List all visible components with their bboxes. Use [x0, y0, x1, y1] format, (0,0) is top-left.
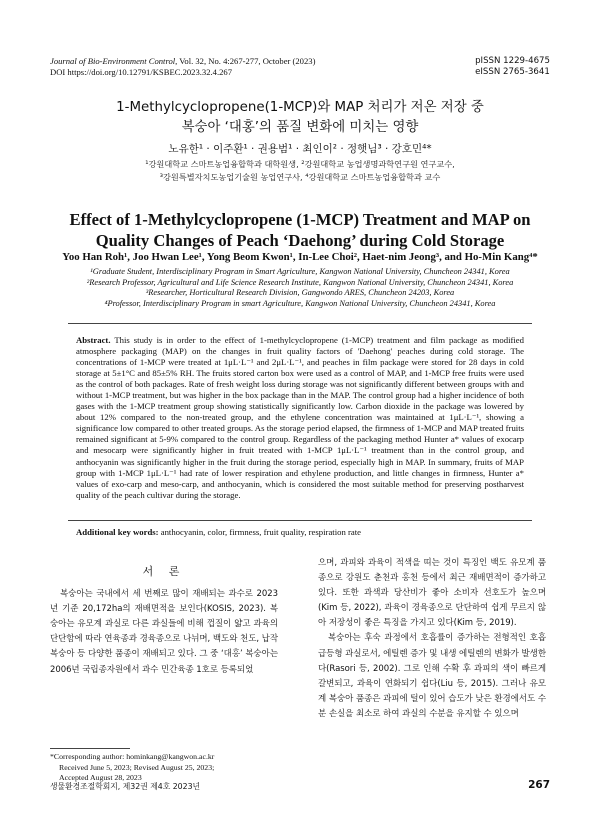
korean-title-line2: 복숭아 ‘대홍’의 품질 변화에 미치는 영향: [181, 120, 419, 135]
abstract-bottom-rule: [68, 520, 532, 521]
english-aff-1: ¹Graduate Student, Interdisciplinary Program in Smart Agriculture, Kangwon National University, Chuncheon 24341, Korea: [90, 267, 510, 276]
footer-journal: 생물환경조절학회지, 제32권 제4호 2023년: [50, 782, 201, 791]
korean-aff-line1: ¹강원대학교 스마트농업융합학과 대학원생, ²강원대학교 농업생명과학연구원 연구교수,: [145, 159, 455, 169]
english-affiliations: [40, 267, 560, 310]
abstract-label: Abstract.: [76, 335, 111, 345]
korean-aff-line2: ³강원특별자치도농업기술원 농업연구사, ⁴강원대학교 스마트농업융합학과 교수: [159, 171, 441, 182]
intro-paragraph-1-cont: 으며, 과피와 과육이 적색을 띠는 것이 특징인 백도 유모계 품종으로 강원도 춘천과 홍천 등에서 최근 재배면적이 증가하고 있다. 또한 과색과 당산비가 좋아 소비자 선호도가 높으며(Kim 등, 2022), 과육이 경육종으로 단단하여 쉽게 무르지 않아 저장성이 좋은 특징을 가지고 있다(Kim 등, 2019).: [318, 558, 546, 629]
pissn: pISSN 1229-4675: [475, 56, 550, 66]
section-title-intro: 서 론: [142, 565, 186, 578]
body-left-column: [50, 556, 278, 678]
journal-volume: , Vol. 32, No. 4:267-277, October (2023): [175, 56, 316, 66]
doi-line: DOI https://doi.org/10.12791/KSBEC.2023.32.4.267: [50, 67, 232, 77]
keywords: [76, 527, 524, 538]
keywords-text: anthocyanin, color, firmness, fruit quality, respiration rate: [158, 527, 362, 537]
intro-paragraph-1: 복숭아는 국내에서 세 번째로 많이 재배되는 과수로 2023년 기준 20,172ha의 재배면적을 보인다(KOSIS, 2023). 복숭아는 유모계 과실로 다른 과실들에 비해 껍질이 얇고 과육의 단단함에 따라 연육종과 경육종으로 나뉘며, 백도와 천도, 납작 복숭아 등 다양한 품종이 재배되고 있다. 그 중 ‘대홍’ 복숭아는 2006년 국립종자원에서 과수 민간육종 1호로 등록되었: [50, 589, 278, 675]
korean-title: [0, 98, 600, 138]
footnote: [50, 752, 290, 784]
abstract-text: This study is in order to the effect of 1-methylcyclopropene (1-MCP) treatment and film package as modified atmosphere packaging (MAP) on the changes in fruit quality factors of 'Daehong' peaches during cold storage. The concentrations of 1-MCP were treated at 1μL·L⁻¹ and 2μL·L⁻¹, and peaches in film package were stored for 28 days in cold storage at 5±1°C and 85±5% RH. The fruits stored carton box were used as a control of MAP, and 1-MCP free fruits were used as the control of both packages. Rate of fresh weight loss during storage was not significantly different between groups with and without 1-MCP treatment, but was higher in the box package than in the MAP. The control group had a higher incidence of both gases with the 1-MCP treatment group showing statistically significantly low. Carbon dioxide in the package was lowered by about 12% compared to the non-treated group, and the ethylene concentration was maintained at 1μL·L⁻¹, showing a significance low compared to other treated groups. As the storage period elapsed, the firmness of 1-MCP and MAP treated fruits remained significant at 5-9% compared to the control group. Regardless of the packaging method Hunter a* values of exocarp and mesocarp were significantly higher in fruit treated with 1-MCP 1μL·L⁻¹ treatment than in the control group, and anthocyanin was significantly higher in the fruit during the storage period, especially high in MAP. In summary, fruits of MAP group with 1-MCP 1μL·L⁻¹ had rate of lower respiration and ethylene production, and little changes in firmness, Hunter a* values of exo-carp and meso-carp, and anthocyanin, which is considered the most suitable method for preserving postharvest quality of the peach cultivar during the storage.: [76, 335, 524, 500]
footnote-rule: [50, 748, 130, 749]
english-title-line2: Quality Changes of Peach ‘Daehong’ during Cold Storage: [95, 231, 505, 250]
english-aff-3: ³Researcher, Horticultural Research Division, Gangwondo ARES, Chuncheon 24203, Korea: [145, 288, 455, 298]
eissn: eISSN 2765-3641: [475, 67, 550, 77]
english-aff-4: ⁴Professor, Interdisciplinary Program in smart Agriculture, Kangwon National University, Chuncheon 24341, Korea: [104, 299, 496, 309]
korean-affiliations: [0, 158, 600, 183]
english-authors: Yoo Han Roh¹, Joo Hwan Lee¹, Yong Beom Kwon¹, In-Lee Choi², Haet-nim Jeong³, and Ho-Min Kang⁴*: [62, 251, 538, 263]
english-aff-2: ²Research Professor, Agricultural and Life Science Research Institute, Kangwon National University, Chuncheon 24341, Korea: [86, 277, 514, 287]
corresponding-author: *Corresponding author: hominkang@kangwon.ac.kr: [50, 752, 215, 761]
body-right-column: [318, 556, 546, 722]
accepted-date: Accepted August 28, 2023: [59, 773, 142, 782]
korean-authors: 노유한¹ · 이주환¹ · 권용범¹ · 최인이² · 정햇님³ · 강호민⁴*: [168, 143, 432, 155]
english-title: [0, 209, 600, 251]
received-dates: Received June 5, 2023; Revised August 25, 2023;: [59, 762, 215, 772]
english-title-line1: Effect of 1-Methylcyclopropene (1-MCP) Treatment and MAP on: [69, 210, 531, 229]
korean-title-line1: 1-Methylcyclopropene(1-MCP)와 MAP 처리가 저온 저장 중: [116, 100, 484, 115]
page-number: 267: [528, 779, 550, 791]
journal-name: Journal of Bio-Environment Control: [50, 56, 176, 66]
issn-block: [475, 56, 550, 78]
abstract: [76, 335, 524, 501]
keywords-label: Additional key words:: [76, 527, 159, 537]
journal-citation: [50, 56, 315, 67]
journal-header: [50, 56, 315, 78]
intro-paragraph-2: 복숭아는 후숙 과정에서 호흡률이 증가하는 전형적인 호흡급등형 과실로서, 에틸렌 증가 및 내생 에틸렌의 변화가 발생한다(Rasori 등, 2002). 그로 인해 수확 후 과피의 색이 빠르게 갈변되고, 과육이 연화되기 쉽다(Liu 등, 2015). 그러나 유모계 복숭아 품종은 과피에 털이 있어 습도가 낮은 환경에서도 수분 손실을 최소로 하여 과실의 수분을 유지할 수 있으며: [318, 633, 546, 719]
abstract-top-rule: [68, 323, 532, 324]
